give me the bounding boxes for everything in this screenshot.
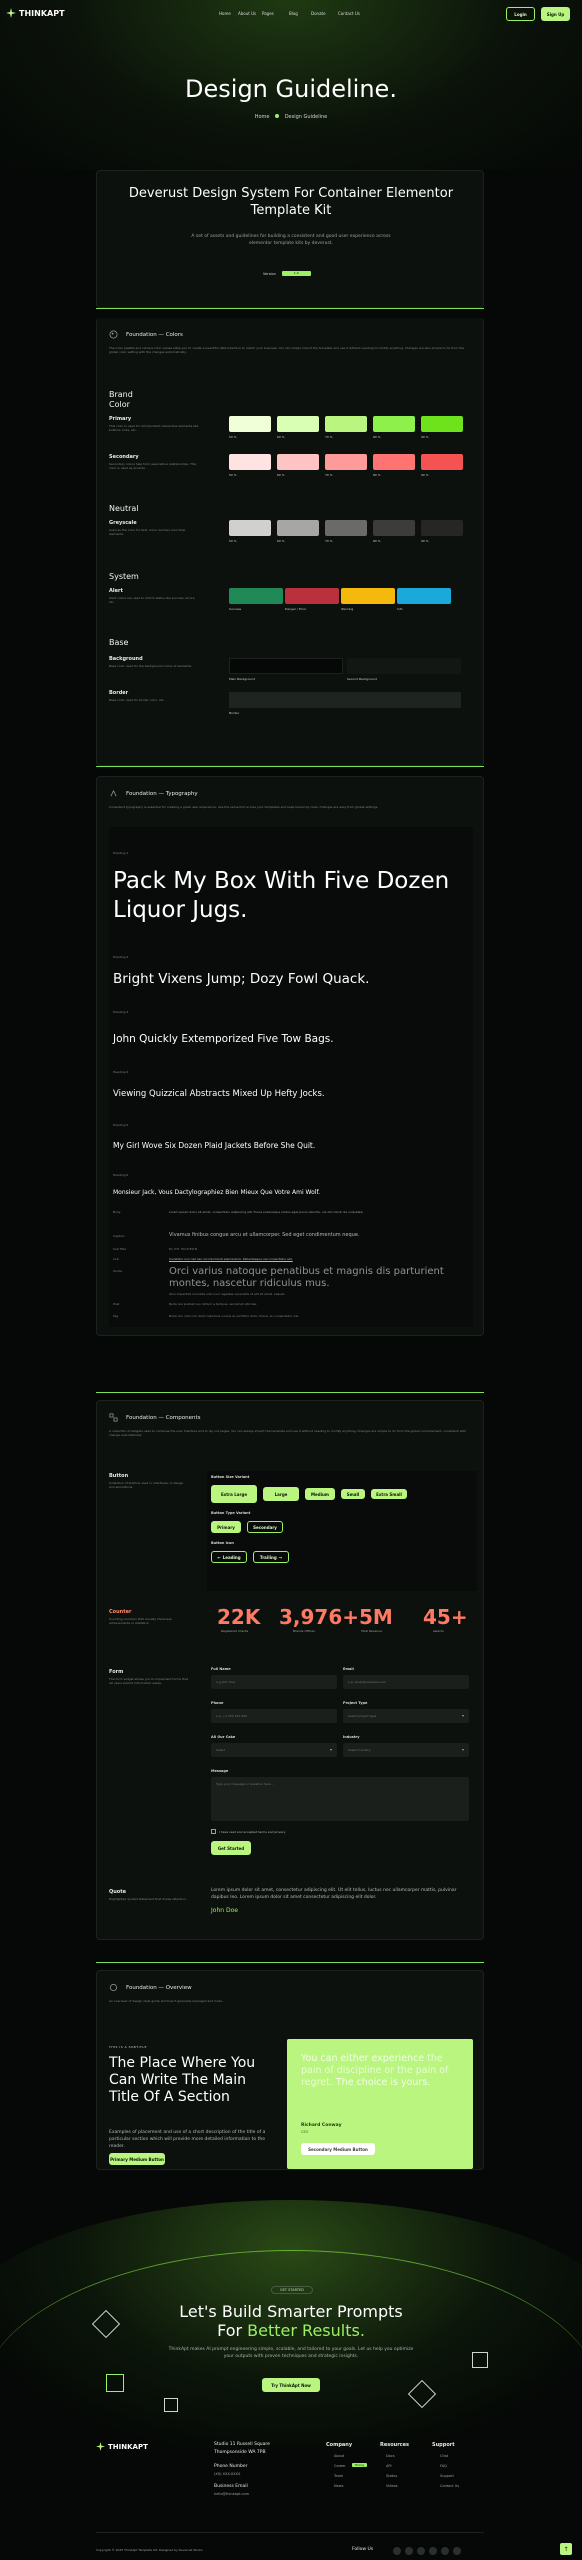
- counter-value-3: 5M: [359, 1605, 393, 1629]
- sample-secondary-label: Secondary Medium Button: [308, 2146, 368, 2152]
- social-facebook-icon[interactable]: [405, 2547, 413, 2555]
- form-desc: The form widget allows you to implement forms that let users submit information easily.: [109, 1677, 189, 1685]
- primary-swatch: [421, 416, 463, 432]
- login-label: Login: [514, 11, 527, 17]
- sample-kicker: THIS IS A SUBTITLE: [109, 2045, 147, 2049]
- footer-follow: Follow Us: [352, 2547, 374, 2552]
- nav-donate[interactable]: Donate: [311, 11, 326, 16]
- quote-title: Quote: [109, 1889, 127, 1895]
- email-placeholder: e.g. email@example.com: [348, 1680, 387, 1684]
- footer-email-label: Business Email: [214, 2484, 248, 2489]
- alert-label: Alert: [109, 588, 123, 594]
- border-label: Border: [109, 690, 129, 696]
- overview-section: [96, 1970, 484, 2170]
- overview-desc: An overview of design style guide and how it generally managed and looks.: [109, 1999, 223, 2003]
- base-title: Base: [109, 638, 129, 647]
- counter-label-3: Total Revenue: [361, 1629, 383, 1633]
- intro-card: [96, 170, 484, 308]
- h5-label: Heading 5: [113, 1123, 129, 1127]
- post-label: Post: [113, 1302, 120, 1306]
- greyscale-swatch: [277, 520, 319, 536]
- secondary-desc: Secondary colors help form associative relationships. This color is used as accents.: [109, 462, 197, 470]
- btn-large[interactable]: [263, 1487, 299, 1501]
- h3-sample: John Quickly Extemporized Five Tow Bags.: [113, 1033, 334, 1045]
- version-value: 1.0: [282, 271, 311, 276]
- secondary-swatch-label: 80 %: [373, 473, 381, 477]
- btn-secondary-label: Secondary: [253, 1524, 277, 1530]
- footer-link-docs[interactable]: Docs: [386, 2454, 395, 2458]
- logo[interactable]: [6, 8, 65, 18]
- signup-button[interactable]: [541, 7, 570, 21]
- form-submit-button[interactable]: [211, 1841, 251, 1855]
- footer-link-team[interactable]: Team: [334, 2474, 344, 2478]
- footer-resources-title: Resources: [380, 2442, 410, 2448]
- social-github-icon[interactable]: [453, 2547, 461, 2555]
- typography-title: Foundation — Typography: [126, 790, 198, 797]
- sample-card-author: Richard Conway: [301, 2123, 342, 2128]
- alert-swatch-label: Danger / Error: [285, 607, 307, 611]
- counter-label-2: Brands Offices: [293, 1629, 315, 1633]
- system-title: System: [109, 572, 139, 581]
- sample-highlight-card: [287, 2039, 473, 2169]
- full-name-input[interactable]: [211, 1675, 337, 1689]
- h3-label: Heading 3: [113, 1010, 129, 1014]
- h2-label: Heading 2: [113, 955, 129, 959]
- main-background-swatch: [229, 658, 343, 674]
- greyscale-swatch-label: 90 %: [421, 539, 429, 543]
- nav-about[interactable]: About Us: [238, 11, 257, 16]
- btn-small[interactable]: [341, 1489, 365, 1499]
- terms-checkbox[interactable]: [211, 1829, 216, 1834]
- footer-link-news[interactable]: News: [334, 2484, 344, 2488]
- footer-email[interactable]: hello@thinkapt.com: [214, 2492, 250, 2496]
- primary-label: Primary: [109, 416, 132, 422]
- overview-icon: [109, 1983, 118, 1992]
- phone-placeholder: e.g. +1 234 567 890: [216, 1714, 248, 1718]
- footer-logo[interactable]: [96, 2442, 148, 2451]
- social-linkedin-icon[interactable]: [429, 2547, 437, 2555]
- main-background-label: Main Background: [229, 677, 256, 681]
- primary-swatch: [229, 416, 271, 432]
- primary-swatch-label: 80 %: [373, 435, 381, 439]
- footer-link-status[interactable]: Status: [386, 2474, 398, 2478]
- primary-swatch-label: 60 %: [277, 435, 285, 439]
- secondary-swatch: [373, 454, 415, 470]
- footer-link-career[interactable]: Career: [334, 2464, 346, 2468]
- arrow-left-icon: ←: [217, 1554, 221, 1560]
- footer-support-title: Support: [432, 2442, 455, 2448]
- btn-trailing[interactable]: [253, 1551, 289, 1563]
- secondary-swatch-label: 60 %: [277, 473, 285, 477]
- type-icon: [109, 789, 118, 798]
- sample-title: The Place Where You Can Write The Main Title Of A Section: [109, 2055, 256, 2105]
- greyscale-swatch-label: 50 %: [229, 539, 237, 543]
- btn-extra-small-label: Extra Small: [376, 1491, 402, 1497]
- call-label: All Our Cake: [211, 1735, 236, 1739]
- project-type-select[interactable]: [343, 1709, 469, 1723]
- caption-label: Caption: [113, 1234, 125, 1238]
- intro-title: Deverust Design System For Container Elementor Template Kit: [128, 186, 454, 218]
- footer-link-chat[interactable]: Chat: [440, 2454, 449, 2458]
- typography-desc: Consistent typography is essential for creating a great user experience. Use the same font across your templates and keep hierarchy clear. Changes are easy from global settings.: [109, 805, 379, 809]
- quote-sample: Orci varius natoque penatibus et magnis dis parturient montes, nascetur ridiculus mus.: [169, 1266, 444, 1289]
- sample-card-title-3: . The choice is yours.: [329, 2077, 431, 2088]
- quote-sub: Quis imperdiet convallis odio nunc egestas venenatis ut elit sit amet. aliquet.: [169, 1292, 286, 1296]
- hiring-badge: Hiring: [352, 2463, 367, 2467]
- alert-swatch-label: Warning: [341, 607, 354, 611]
- alert-desc: Alert colors are used to inform status like success, errors, etc.: [109, 596, 196, 604]
- colors-desc: The color palette and various color values allow you to create a beautiful data interface to match your business. You can simply import the template and use it without needing to modify anything. Changes are also simple to do from the global color setting with the changes automatically.: [109, 346, 465, 354]
- counter-value-1: 22K: [217, 1605, 261, 1629]
- greyscale-swatch: [421, 520, 463, 536]
- project-type-label: Project Type: [343, 1701, 368, 1705]
- footer-link-api[interactable]: API: [386, 2464, 392, 2468]
- logo-text: THINKAPT: [19, 8, 65, 18]
- btn-small-label: Small: [346, 1491, 360, 1497]
- quote-label: Quote: [113, 1269, 123, 1273]
- phone-label: Phone: [211, 1701, 224, 1705]
- footer-phone[interactable]: (XX) XXX-XXXX: [214, 2472, 241, 2476]
- cta-text: ThinkApt makes AI prompt engineering simple, scalable, and tailored to your goals. Let us help you optimize your outputs with proven techniques and strategic insights.: [168, 2347, 414, 2359]
- sample-primary-label: Primary Medium Button: [110, 2156, 164, 2162]
- colors-section: [96, 318, 484, 766]
- counter-label-1: Registered Clients: [221, 1629, 249, 1633]
- divider-2: [96, 766, 484, 767]
- btn-extra-large-label: Extra Large: [220, 1491, 248, 1497]
- greyscale-swatch-label: 60 %: [277, 539, 285, 543]
- quote-text: Lorem ipsum dolor sit amet, consectetur adipiscing elit. Ut elit tellus, luctus nec ullamcorper mattis, pulvinar dapibus leo. Lorem ipsum dolor sit amet consectetur adipiscing elit dolor.: [211, 1888, 457, 1900]
- social-x-icon[interactable]: [393, 2547, 401, 2555]
- greyscale-swatch-label: 70 %: [325, 539, 333, 543]
- sample-secondary-button[interactable]: [301, 2143, 375, 2155]
- alert-swatch-label: Info: [397, 607, 403, 611]
- btn-trailing-label: Trailing: [259, 1554, 277, 1560]
- caption-sample: Vivamus finibus congue arcu et ullamcorper. Sed eget condimentum neque.: [169, 1232, 360, 1238]
- background-desc: Base color used for the background colors of elements.: [109, 664, 193, 668]
- typography-section: [96, 776, 484, 1336]
- secondary-swatch: [277, 454, 319, 470]
- greyscale-desc: Used as the color for text, icons, borders and other elements.: [109, 528, 186, 536]
- border-desc: Base color used for border color, etc.: [109, 698, 165, 702]
- post-sample: Nulla nisl pretium leo dictum a tempus, sed amet ultricies.: [169, 1302, 258, 1306]
- footer-link-videos[interactable]: Videos: [386, 2484, 398, 2488]
- alert-swatch: [341, 588, 395, 604]
- primary-swatch: [277, 416, 319, 432]
- tag-sample: Nulla non odio non diam maximus cursus ac porttitor dolor. Donec eu consectetur nisi.: [169, 1314, 300, 1318]
- logo-icon: [96, 2442, 105, 2451]
- btn-leading-label: Leading: [222, 1554, 241, 1560]
- border-swatch-label: Border: [229, 711, 240, 715]
- chevron-down-icon: ▾: [461, 1713, 464, 1718]
- cta-badge: GET STARTED: [271, 2286, 313, 2294]
- overview-heading: [109, 1983, 192, 1992]
- cta-title-2: For: [217, 2321, 248, 2340]
- overview-title: Foundation — Overview: [126, 1984, 192, 1991]
- full-name-label: Full Name: [211, 1667, 231, 1671]
- cta-title-highlight: Better Results.: [247, 2321, 365, 2340]
- secondary-swatch-label: 90 %: [421, 473, 429, 477]
- page-title: Design Guideline.: [185, 75, 397, 103]
- second-background-swatch: [347, 658, 461, 674]
- nav-contact[interactable]: Contact Us: [338, 11, 360, 16]
- btn-extra-large[interactable]: [211, 1485, 257, 1503]
- alert-swatch-label: Success: [229, 607, 242, 611]
- message-textarea[interactable]: [211, 1777, 469, 1821]
- neutral-title: Neutral: [109, 504, 139, 513]
- divider-3: [96, 1392, 484, 1393]
- footer-address-1: Studio 11 Russell Square: [214, 2442, 270, 2447]
- cta-title-line-1: Let's Build Smarter Prompts: [179, 2302, 403, 2321]
- link-label: Link: [113, 1257, 120, 1261]
- industry-select[interactable]: [343, 1743, 469, 1757]
- h5-sample: My Girl Wove Six Dozen Plaid Jackets Before She Quit.: [113, 1141, 316, 1150]
- version: [263, 271, 311, 276]
- h1-sample: Pack My Box With Five Dozen Liquor Jugs.: [113, 868, 450, 923]
- sample-card-title: [301, 2053, 461, 2089]
- breadcrumb-home[interactable]: Home: [254, 114, 270, 120]
- message-placeholder: Type your message or question here...: [216, 1782, 274, 1786]
- btn-large-label: Large: [274, 1491, 288, 1497]
- components-section: [96, 1400, 484, 1940]
- social-youtube-icon[interactable]: [417, 2547, 425, 2555]
- terms-label: I have read and accepted terms and privacy: [219, 1830, 286, 1834]
- greyscale-swatch-label: 80 %: [373, 539, 381, 543]
- subtitle-label: Sub Title: [113, 1247, 127, 1251]
- cta-arc: [0, 2250, 582, 2550]
- divider-1: [96, 308, 484, 309]
- brand-title: Brand Color: [109, 390, 133, 409]
- quote-author: John Doe: [211, 1907, 238, 1914]
- primary-desc: This color is used for all important interactive elements like buttons, links, etc.: [109, 424, 199, 432]
- sample-primary-button[interactable]: [109, 2153, 165, 2165]
- counter-value-2: 3,976+: [279, 1605, 360, 1629]
- signup-label: Sign Up: [546, 11, 565, 17]
- footer-address-2: Thompsonside WA 7PB: [214, 2450, 266, 2455]
- alert-swatch: [285, 588, 339, 604]
- sample-text: Examples of placement and use of a short description of the title of a particular section which will provide more detailed information to the reader.: [109, 2130, 266, 2149]
- primary-swatch-label: 90 %: [421, 435, 429, 439]
- login-button[interactable]: [506, 7, 535, 21]
- industry-label: Industry: [343, 1735, 360, 1739]
- components-heading: [109, 1413, 201, 1422]
- arrow-up-icon: ↑: [563, 2545, 569, 2553]
- greyscale-label: Greyscale: [109, 520, 137, 526]
- palette-icon: [109, 330, 118, 339]
- greyscale-swatch: [229, 520, 271, 536]
- alert-swatch: [397, 588, 451, 604]
- primary-swatch: [325, 416, 367, 432]
- footer-link-support[interactable]: Support: [440, 2474, 454, 2478]
- secondary-swatch: [421, 454, 463, 470]
- h2-sample: Bright Vixens Jump; Dozy Fowl Quack.: [113, 971, 370, 987]
- project-type-placeholder: Select project type: [348, 1714, 377, 1718]
- intro-text: A set of assets and guidelines for building a consistent and good user experience across elementor template kits by deverust.: [191, 234, 391, 246]
- link-sample[interactable]: Curabitur non nisl nec orci tincidunt elementum. Pellentesque vel consectetur est.: [169, 1257, 293, 1261]
- btn-extra-small[interactable]: [371, 1489, 407, 1499]
- header: [0, 0, 582, 28]
- h6-sample: Monsieur Jack, Vous Dactylographiez Bien Mieux Que Votre Ami Wolf.: [113, 1189, 321, 1196]
- call-select[interactable]: [211, 1743, 337, 1757]
- cta-button-label: Try ThinkApt Now: [271, 2382, 311, 2388]
- tag-label: Tag: [113, 1314, 119, 1318]
- secondary-swatch-label: 50 %: [229, 473, 237, 477]
- social-instagram-icon[interactable]: [441, 2547, 449, 2555]
- sample-card-role: CEO: [301, 2130, 309, 2134]
- chevron-down-icon: ▾: [461, 1747, 464, 1752]
- footer-link-faq[interactable]: FAQ: [440, 2464, 447, 2468]
- footer-logo-text: THINKAPT: [108, 2442, 148, 2451]
- form-submit-label: Get Started: [217, 1845, 245, 1851]
- footer-company-title: Company: [326, 2442, 353, 2448]
- colors-title: Foundation — Colors: [126, 331, 183, 338]
- secondary-swatch-label: 70 %: [325, 473, 333, 477]
- sample-card-title-2: the pain of discipline or the pain of regret: [301, 2053, 449, 2088]
- form-title: Form: [109, 1669, 124, 1675]
- greyscale-swatch: [373, 520, 415, 536]
- h4-label: Heading 4: [113, 1070, 129, 1074]
- icon-variant-label: Button Icon: [211, 1541, 234, 1545]
- second-background-label: Second Background: [347, 677, 377, 681]
- components-desc: A collection of widgets used to compose the user interface and to lay out pages. You can always import the template and use it without needing to modify anything. Changes are simple to do from the global color/element, consistent with change automatically.: [109, 1429, 467, 1437]
- btn-medium[interactable]: [305, 1488, 335, 1500]
- sample-card-title-1: You can either experience: [301, 2053, 428, 2064]
- button-desc: Collection of buttons used in interfaces, in design and animations.: [109, 1481, 184, 1489]
- chevron-down-icon: ▾: [329, 1747, 332, 1752]
- breadcrumb-dot: [275, 114, 279, 118]
- divider-4: [96, 1962, 484, 1963]
- secondary-label: Secondary: [109, 454, 139, 460]
- breadcrumb: [0, 114, 582, 120]
- cta-floating-icon-2: [106, 2374, 124, 2392]
- footer-phone-label: Phone Number: [214, 2464, 248, 2469]
- subtitle-sample: ELITE MODERN: [169, 1247, 198, 1251]
- body-label: Body: [113, 1210, 121, 1214]
- email-input[interactable]: [343, 1675, 469, 1689]
- phone-input[interactable]: [211, 1709, 337, 1723]
- btn-leading[interactable]: [211, 1551, 247, 1563]
- email-label: Email: [343, 1667, 354, 1671]
- alert-swatch: [229, 588, 283, 604]
- secondary-swatch: [229, 454, 271, 470]
- nav-blog[interactable]: Blog: [289, 11, 298, 16]
- cta-floating-icon-3: [164, 2398, 178, 2412]
- cta-title-line-2: [0, 2321, 582, 2340]
- cta-title: [0, 2302, 582, 2340]
- nav-home[interactable]: Home: [219, 11, 231, 16]
- h1-label: Heading 1: [113, 851, 129, 855]
- components-icon: [109, 1413, 118, 1422]
- footer-link-contact[interactable]: Contact Us: [440, 2484, 460, 2488]
- primary-swatch-label: 50 %: [229, 435, 237, 439]
- btn-primary-label: Primary: [217, 1524, 235, 1530]
- nav-pages[interactable]: Pages: [262, 11, 274, 16]
- message-label: Message: [211, 1769, 229, 1773]
- footer-link-about[interactable]: About: [334, 2454, 345, 2458]
- body-sample: Lorem ipsum dolor sit amet, consectetur adipiscing elit. Fusce scelerisque metus eget purus lobortis, non tincidunt dui vulputate.: [169, 1210, 364, 1214]
- button-title: Button: [109, 1473, 129, 1479]
- back-to-top-button[interactable]: [560, 2543, 572, 2555]
- counter-value-4: 45+: [423, 1605, 468, 1629]
- greyscale-swatch: [325, 520, 367, 536]
- secondary-swatch: [325, 454, 367, 470]
- colors-heading: [109, 330, 183, 339]
- btn-medium-label: Medium: [311, 1491, 329, 1497]
- cta-floating-icon-4: [472, 2352, 488, 2368]
- version-label: Version: [263, 271, 276, 276]
- call-placeholder: Select: [216, 1748, 226, 1752]
- primary-swatch-label: 70 %: [325, 435, 333, 439]
- btn-primary[interactable]: [211, 1521, 241, 1533]
- btn-secondary[interactable]: [247, 1521, 283, 1533]
- counter-title: Counter: [109, 1609, 132, 1615]
- background-label: Background: [109, 656, 143, 662]
- full-name-placeholder: e.g John Doe: [216, 1680, 236, 1684]
- type-variant-label: Button Type Variant: [211, 1511, 251, 1515]
- border-swatch: [229, 692, 461, 708]
- components-title: Foundation — Components: [126, 1414, 201, 1421]
- arrow-right-icon: →: [278, 1554, 283, 1560]
- footer-copyright: Copyright © 2025 ThinkApt Template Kit. Designed by Deverust Studio: [96, 2548, 203, 2552]
- counter-label-4: Awards: [433, 1629, 444, 1633]
- footer-divider: [96, 2532, 484, 2533]
- h4-sample: Viewing Quizzical Abstracts Mixed Up Hefty Jocks.: [113, 1089, 325, 1099]
- size-variant-label: Button Size Variant: [211, 1475, 250, 1479]
- breadcrumb-current: Design Guideline: [284, 114, 328, 120]
- logo-icon: [6, 8, 16, 18]
- quote-desc: Highlighted quoted statement that draws attention.: [109, 1897, 187, 1901]
- cta-button[interactable]: [262, 2378, 320, 2392]
- industry-placeholder: Select industry: [348, 1748, 371, 1752]
- primary-swatch: [373, 416, 415, 432]
- counter-desc: Counting numbers that visually showcase achievements or statistics.: [109, 1617, 172, 1625]
- typography-heading: [109, 789, 198, 798]
- h6-label: Heading 6: [113, 1173, 129, 1177]
